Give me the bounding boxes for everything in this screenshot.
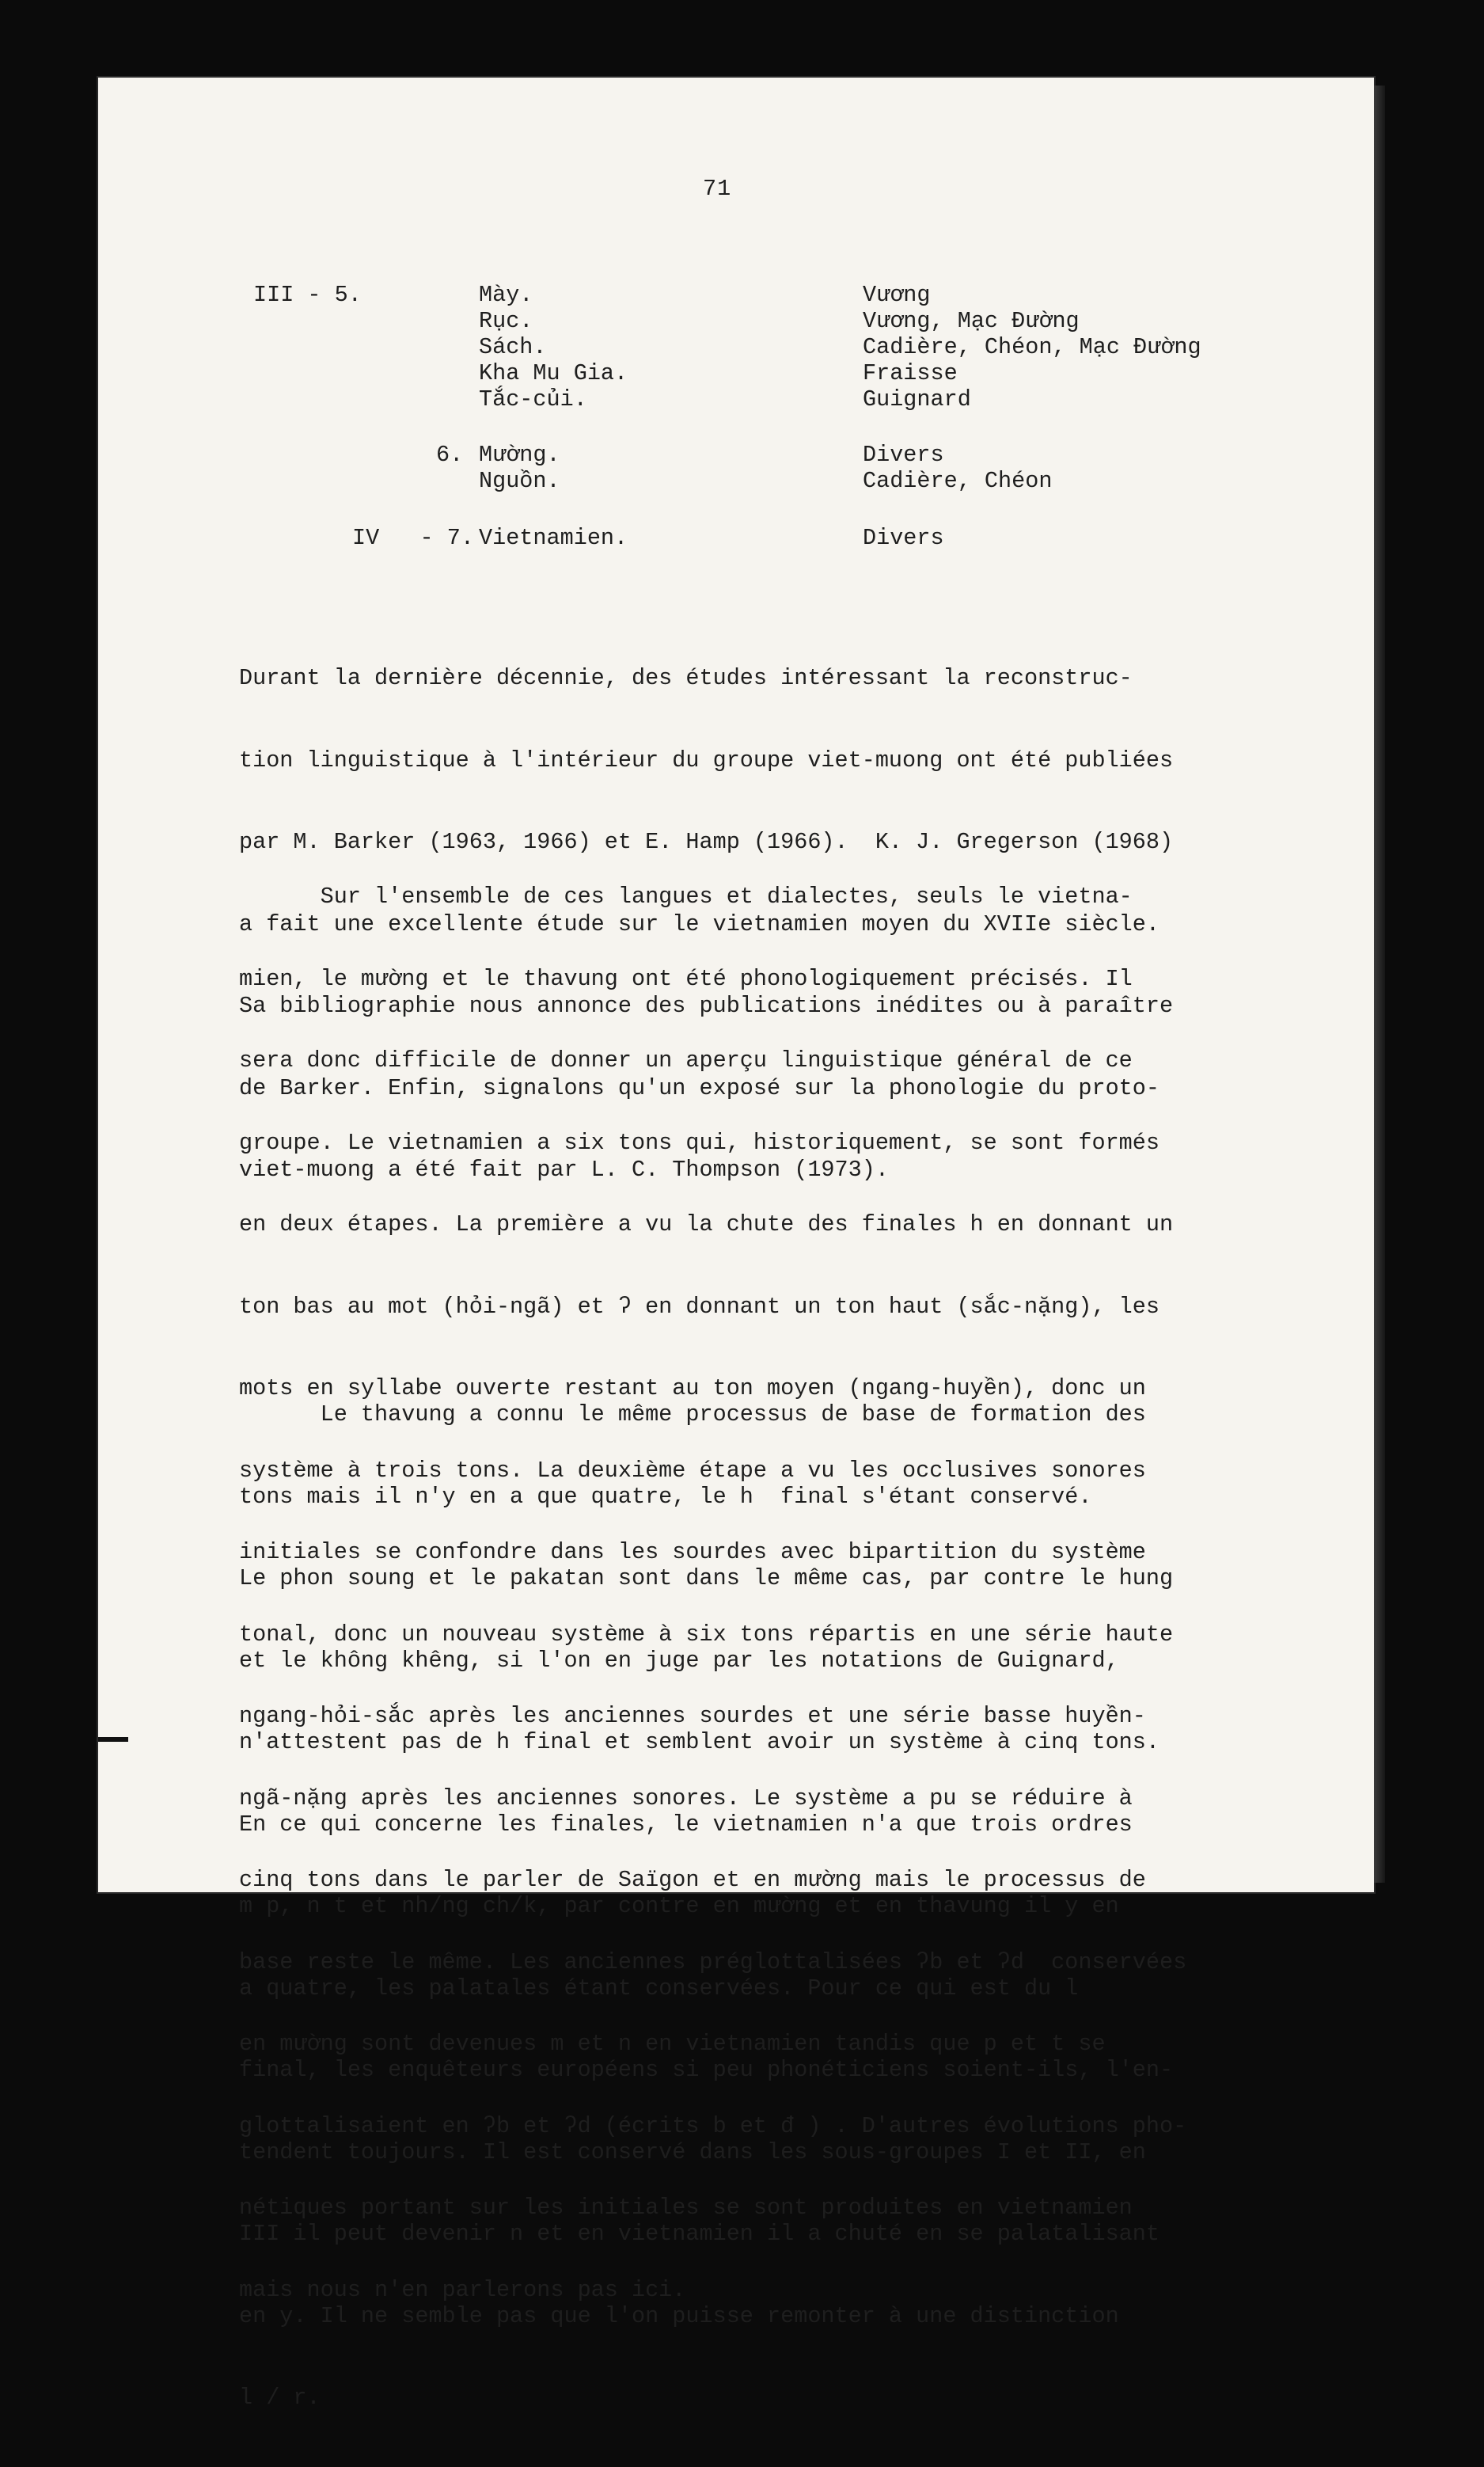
text-line: en y. Il ne semble pas que l'on puisse remonter à une distinction: [239, 2302, 1119, 2329]
table-row: [0, 386, 1276, 413]
table-row: [0, 308, 1276, 335]
group-label: III - 5.: [253, 282, 362, 308]
text-line: par M. Barker (1963, 1966) et E. Hamp (1966). K. J. Gregerson (1968): [239, 829, 1174, 855]
text-line: n'attestent pas de h final et semblent avoir un système à cinq tons.: [239, 1729, 1159, 1755]
source-name: Fraisse: [863, 360, 958, 386]
text-line: mots en syllabe ouverte restant au ton moyen (ngang-huyền), donc un: [239, 1375, 1146, 1401]
dialect-name: Mày.: [479, 282, 533, 308]
dialect-name: Tắc-củi.: [479, 386, 587, 412]
source-name: Divers: [863, 442, 944, 468]
text-line: a fait une excellente étude sur le vietnamien moyen du XVIIe siècle.: [239, 910, 1159, 937]
text-line: Durant la dernière décennie, des études intéressant la reconstruc-: [239, 665, 1133, 691]
source-name: Divers: [863, 525, 944, 551]
source-name: Vương: [863, 282, 931, 308]
text-line: En ce qui concerne les finales, le vietnamien n'a que trois ordres: [239, 1811, 1133, 1838]
table-row: [0, 334, 1276, 361]
table-row: [0, 468, 1276, 495]
text-line: ngã-nặng après les anciennes sonores. Le système a pu se réduire à: [239, 1785, 1133, 1811]
text-line: tonal, donc un nouveau système à six tons répartis en une série haute: [239, 1621, 1174, 1648]
dialect-name: Rục.: [479, 308, 533, 334]
text-line: système à trois tons. La deuxième étape a vu les occlusives sonores: [239, 1457, 1146, 1484]
text-line: nétiques portant sur les initiales se sont produites en vietnamien: [239, 2195, 1133, 2221]
table-row: [0, 525, 1276, 552]
text-line: ton bas au mot (hỏi-ngã) et ʔ en donnant un ton haut (sắc-nặng), les: [239, 1293, 1159, 1320]
text-line: tion linguistique à l'intérieur du groupe viet-muong ont été publiées: [239, 747, 1174, 774]
text-line: mien, le mường et le thavung ont été phonologiquement précisés. Il: [239, 965, 1133, 992]
text-line: a quatre, les palatales étant conservées. Pour ce qui est du l: [239, 1975, 1079, 2001]
group-label: 6.: [436, 442, 464, 468]
text-line: mais nous n'en parlerons pas ici.: [239, 2276, 686, 2303]
group-label: IV - 7.: [352, 525, 474, 551]
text-line: initiales se confondre dans les sourdes avec bipartition du système: [239, 1539, 1146, 1565]
dialect-name: Kha Mu Gia.: [479, 360, 628, 386]
text-line: final, les enquêteurs européens si peu phonéticiens soient-ils, l'en-: [239, 2057, 1174, 2083]
text-line: m p, n t et nh/ng ch/k, par contre en mường et en thavung il y en: [239, 1893, 1119, 1919]
text-line: l / r.: [239, 2385, 321, 2411]
text-line: tons mais il n'y en a que quatre, le h final s'étant conservé.: [239, 1483, 1092, 1510]
table-row: [0, 442, 1276, 469]
source-name: Vương, Mạc Đường: [863, 308, 1080, 334]
dialect-name: Vietnamien.: [479, 525, 628, 551]
text-line: ngang-hỏi-sắc après les anciennes sourdes et une série basse huyền-: [239, 1703, 1146, 1729]
dialect-name: Mường.: [479, 442, 560, 468]
text-line: III il peut devenir n et en vietnamien il a chuté en se palatalisant: [239, 2221, 1159, 2247]
text-line: cinq tons dans le parler de Saïgon et en mường mais le processus de: [239, 1867, 1146, 1893]
table-row: [0, 282, 1276, 309]
text-line: Sa bibliographie nous annonce des publications inédites ou à paraître: [239, 993, 1174, 1019]
text-line: sera donc difficile de donner un aperçu linguistique général de ce: [239, 1047, 1133, 1074]
page-number: 71: [703, 176, 732, 202]
source-name: Cadière, Chéon: [863, 468, 1053, 494]
page-edge: [1374, 86, 1385, 1883]
text-line: base reste le même. Les anciennes préglottalisées ʔb et ʔd conservées: [239, 1948, 1187, 1975]
margin-mark: [98, 1737, 128, 1742]
table-row: [0, 360, 1276, 387]
source-name: Guignard: [863, 386, 971, 412]
source-name: Cadière, Chéon, Mạc Đường: [863, 334, 1201, 360]
dialect-name: Sách.: [479, 334, 547, 360]
text-line: glottalisaient en ʔb et ʔd (écrits b et đ ) . D'autres évolutions pho-: [239, 2112, 1187, 2139]
text-line: Sur l'ensemble de ces langues et dialectes, seuls le vietna-: [239, 884, 1133, 910]
paragraph-3: [239, 1347, 1347, 2467]
text-line: viet-muong a été fait par L. C. Thompson (1973).: [239, 1157, 889, 1183]
text-line: en mường sont devenues m et n en vietnamien tandis que p et t se: [239, 2031, 1106, 2057]
text-line: et le không khêng, si l'on en juge par les notations de Guignard,: [239, 1647, 1119, 1674]
text-line: Le thavung a connu le même processus de base de formation des: [239, 1401, 1146, 1427]
text-line: Le phon soung et le pakatan sont dans le même cas, par contre le hung: [239, 1565, 1174, 1591]
dialect-name: Nguồn.: [479, 468, 560, 494]
text-line: groupe. Le vietnamien a six tons qui, historiquement, se sont formés: [239, 1129, 1159, 1156]
text-line: de Barker. Enfin, signalons qu'un exposé sur la phonologie du proto-: [239, 1074, 1159, 1101]
text-line: en deux étapes. La première a vu la chute des finales h en donnant un: [239, 1211, 1174, 1237]
text-line: tendent toujours. Il est conservé dans les sous-groupes I et II, en: [239, 2138, 1146, 2165]
